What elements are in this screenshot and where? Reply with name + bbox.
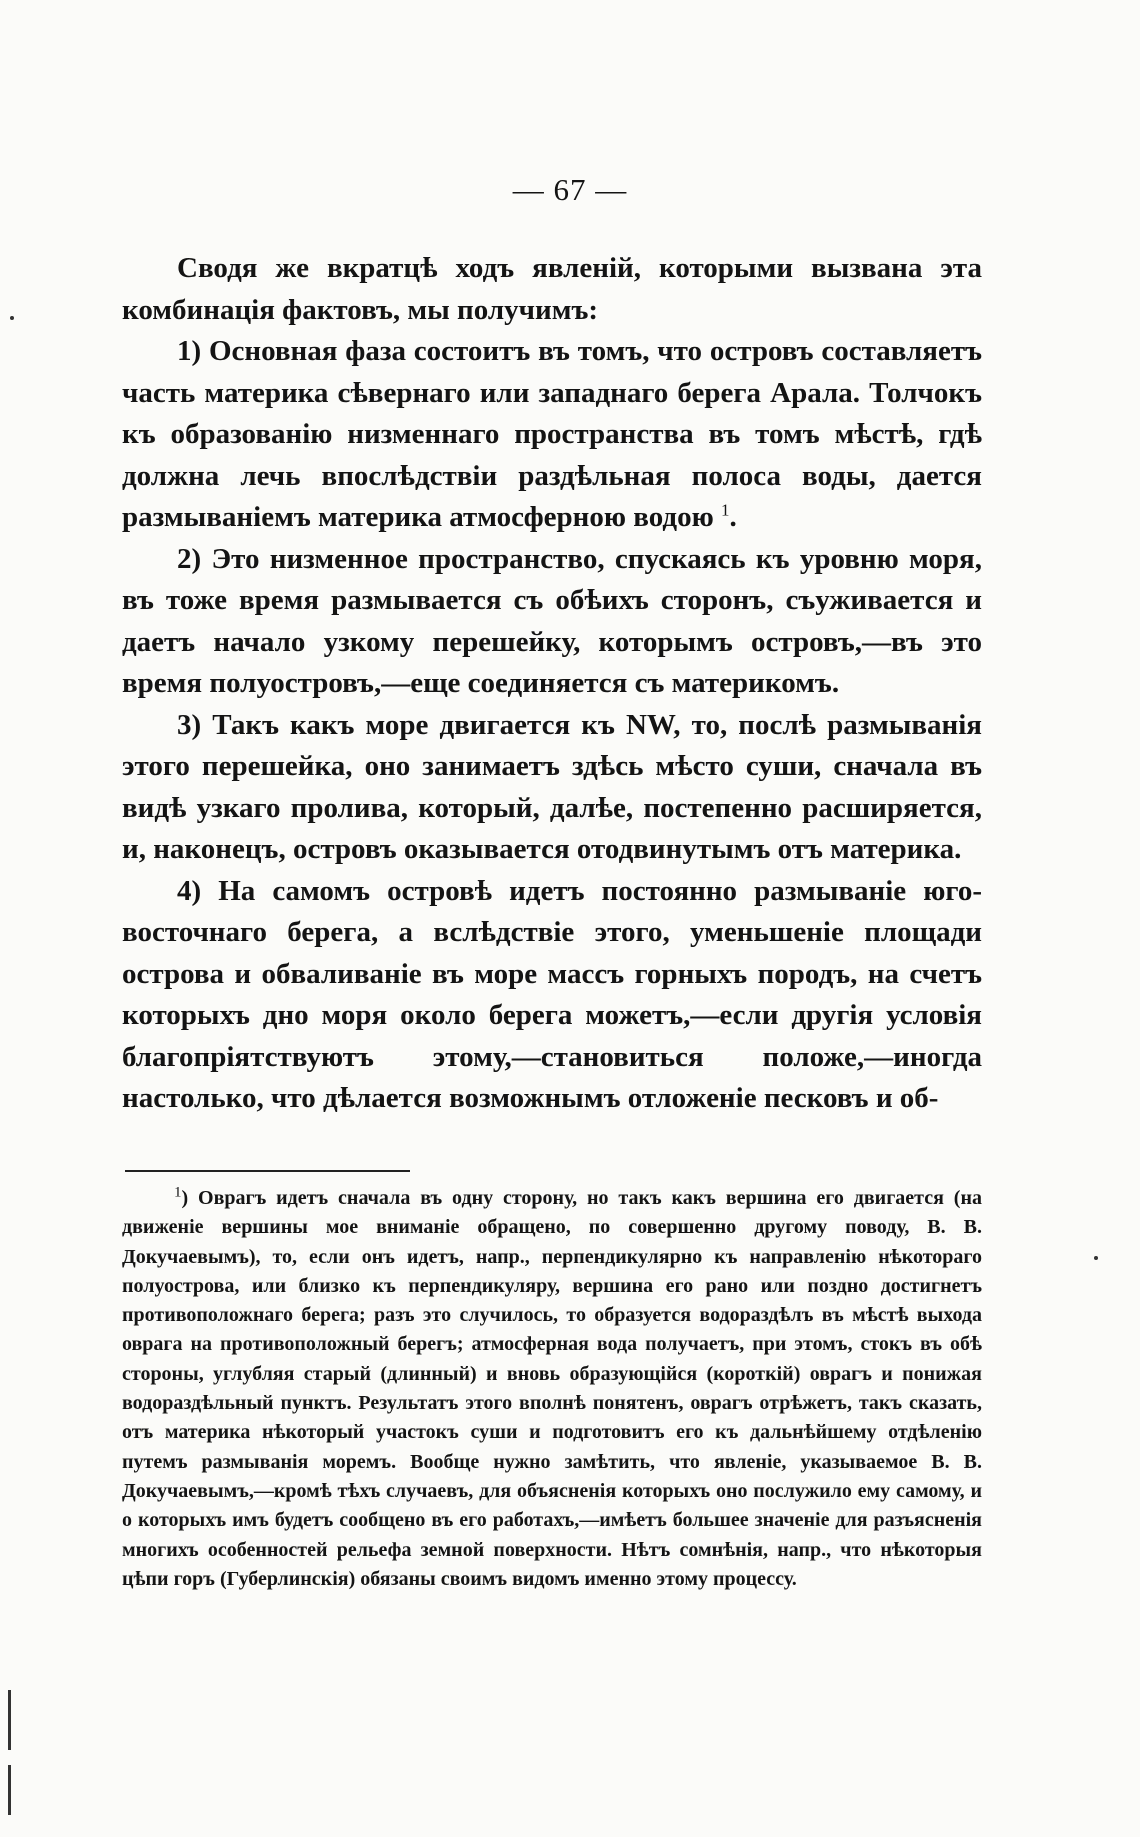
paragraph-intro	[122, 248, 982, 331]
paragraph-text: 1) Основная фаза состоитъ въ томъ, что островъ составляетъ часть материка сѣвернаго или западнаго берега Арала. Толчокъ къ образованію низменнаго пространства въ томъ мѣстѣ, гдѣ должна лечь впослѣдствіи раздѣльная полоса воды, дается размываніемъ материка атмосферною водою	[122, 335, 982, 533]
margin-mark-left-2	[8, 1765, 11, 1815]
margin-mark-left	[8, 1690, 11, 1750]
margin-dot	[10, 316, 14, 320]
main-text	[122, 248, 982, 1120]
paragraph-3	[122, 705, 982, 871]
footnote-marker: 1	[174, 1184, 182, 1201]
footnote-text: ) Оврагъ идетъ сначала въ одну сторону, но такъ какъ вершина его двигается (на движеніе вершины мое вниманіе обращено, по совершенно другому поводу, В. В. Докучаевымъ), то, если онъ идетъ, напр., перпендикулярно къ направленію нѣкотораго полуострова, или близко къ перпендикуляру, вершина его рано или поздно достигнетъ противоположнаго берега; разъ это случилось, то образуется водораздѣлъ въ мѣстѣ выхода оврага на противоположный берегъ; атмосферная вода получаетъ, при этомъ, стокъ въ обѣ стороны, углубляя старый (длинный) и вновь образующійся (короткій) оврагъ и понижая водораздѣльный пунктъ. Результатъ этого вполнѣ понятенъ, оврагъ отрѣжетъ, такъ сказать, отъ материка нѣкоторый участокъ суши и подготовитъ его къ дальнѣйшему отдѣленію путемъ размыванія моремъ. Вообще нужно замѣтить, что явленіе, указываемое В. В. Докучаевымъ,—кромѣ тѣхъ случаевъ, для объясненія которыхъ оно послужило ему самому, и о которыхъ имъ будетъ сообщено въ его работахъ,—имѣетъ большее значеніе для разъясненія многихъ особенностей рельефа земной поверхности. Нѣтъ сомнѣнія, напр., что нѣкоторыя цѣпи горъ (Губерлинскія) обязаны своимъ видомъ именно этому процессу.	[122, 1187, 982, 1590]
paragraph-text: 2) Это низменное пространство, спускаясь къ уровню моря, въ тоже время размывается съ обѣихъ сторонъ, съуживается и даетъ начало узкому перешейку, которымъ островъ,—въ это время полуостровъ,—еще соединяется съ материкомъ.	[122, 542, 982, 699]
margin-dot	[1094, 1256, 1098, 1260]
paragraph-2	[122, 539, 982, 705]
paragraph-4	[122, 871, 982, 1120]
paragraph-text: 4) На самомъ островѣ идетъ постоянно размываніе юго-восточнаго берега, а вслѣдствіе этого, уменьшеніе площади острова и обваливаніе въ море массъ горныхъ породъ, на счетъ которыхъ дно моря около берега можетъ,—если другія условія благопріятствуютъ этому,—становиться положе,—иногда настолько, что дѣлается возможнымъ отложеніе песковъ и об-	[122, 874, 982, 1114]
footnote-1	[122, 1184, 982, 1594]
paragraph-text: 3) Такъ какъ море двигается къ NW, то, послѣ размыванія этого перешейка, оно занимаетъ здѣсь мѣсто суши, сначала въ видѣ узкаго пролива, который, далѣе, постепенно расширяется, и, наконецъ, островъ оказывается отодвинутымъ отъ материка.	[122, 708, 982, 865]
footnote-reference[interactable]: 1	[721, 500, 730, 520]
paragraph-1	[122, 331, 982, 539]
paragraph-tail: .	[729, 501, 737, 533]
paragraph-text: Сводя же вкратцѣ ходъ явленій, которыми вызвана эта комбинація фактовъ, мы получимъ:	[122, 252, 982, 326]
footnote-divider	[125, 1170, 410, 1172]
footnotes	[122, 1184, 982, 1594]
page-number: — 67 —	[512, 172, 628, 207]
